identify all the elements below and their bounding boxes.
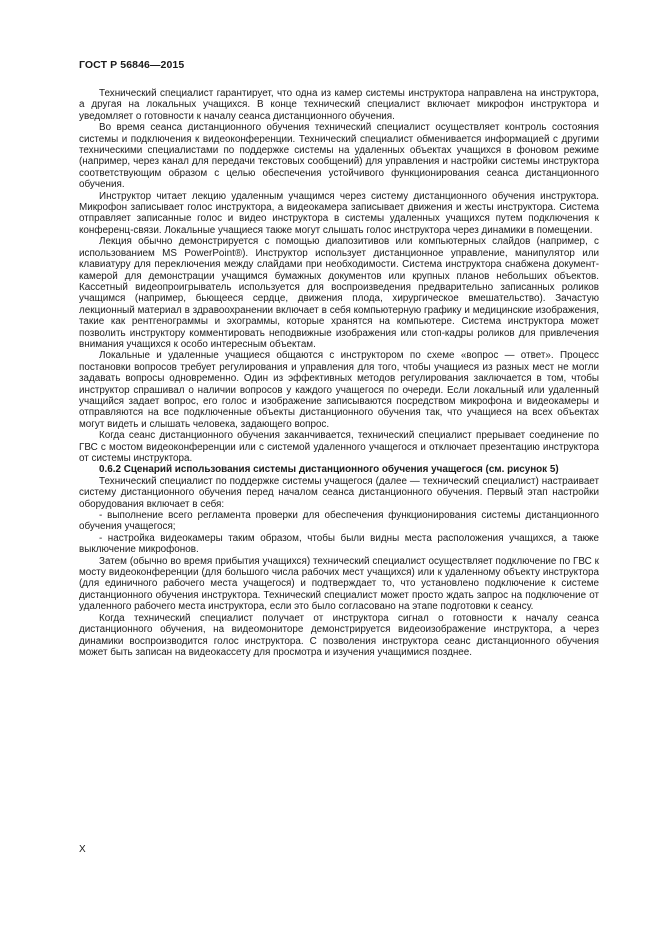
section-heading: 0.6.2 Сценарий использования системы дистанционного обучения учащегося (см. рисунок 5) — [99, 464, 559, 476]
list-item: - настройка видеокамеры таким образом, чтобы были видны места расположения учащихся, а также выключение микрофонов. — [79, 532, 599, 556]
paragraph: Локальные и удаленные учащиеся общаются с инструктором по схеме «вопрос — ответ». Процесс постановки вопросов требует регулирования и управления для того, чтобы учащиеся из разных мест не могли задавать вопросы одновременно. Один из эффективных методов регулирования заключается в том, чтобы инструктор спрашивал о наличии вопросов у каждого учащегося по очереди. Если локальный или удаленный учащийся задает вопрос, его голос и изображение записываются посредством микрофона и видеокамеры и отправляются на все подключенные объекты дистанционного обучения так, что учащиеся на всех объектах могут видеть и слышать человека, задающего вопрос. — [79, 350, 599, 430]
document-body — [79, 88, 599, 658]
paragraph: Когда сеанс дистанционного обучения заканчивается, технический специалист прерывает соединение по ГВС с мостом видеоконференции или с системой удаленного учащегося и отключает презентацию инструктора от системы инструктора. — [79, 430, 599, 464]
paragraph: Технический специалист по поддержке системы учащегося (далее — технический специалист) настраивает систему дистанционного обучения перед началом сеанса дистанционного обучения. Первый этап настройки оборудования включает в себя: — [79, 475, 599, 510]
paragraph: Затем (обычно во время прибытия учащихся) технический специалист осуществляет подключение по ГВС к мосту видеоконференции (для большого числа рабочих мест учащихся) или к удаленному объекту инструктора (для единичного рабочего места учащегося) и подтверждает то, что установлено подключение к системе дистанционного обучения инструктора. Технический специалист может просто ждать запрос на подключение от удаленного рабочего места инструктора, если это было согласовано на этапе подготовки к сеансу. — [79, 555, 599, 613]
paragraph: Лекция обычно демонстрируется с помощью диапозитивов или компьютерных слайдов (например, с использованием MS PowerPoint®). Инструктор использует дистанционное управление, манипулятор или клавиатуру для переключения между слайдами при необходимости. Система инструктора снабжена документ-камерой для демонстрации учащимся бумажных документов или крупных планов небольших объектов. Кассетный видеопроигрыватель используется для воспроизведения предварительно записанных роликов учащимся (например, бьющееся сердце, движения плода, хирургическое вмешательство). Зачастую лекционный материал в здравоохранении включает в себя компьютерную графику и медицинские изображения, такие как рентгенограммы и эхограммы, которые хранятся на компьютере. Система инструктора может позволить инструктору комментировать неподвижные изображения или стоп-кадры роликов для привлечения внимания учащихся к особо интересным объектам. — [79, 236, 599, 350]
paragraph: Когда технический специалист получает от инструктора сигнал о готовности к началу сеанса дистанционного обучения, на видеомониторе демонстрируется видеоизображение инструктора, а через динамики воспроизводится голос инструктора. С позволения инструктора сеанс дистанционного обучения может быть записан на видеокассету для просмотра и изучения учащимися позднее. — [79, 612, 599, 658]
list-item: - выполнение всего регламента проверки для обеспечения функционирования системы дистанционного обучения учащегося; — [79, 510, 599, 533]
standard-header: ГОСТ Р 56846—2015 — [79, 59, 185, 71]
page-number: X — [79, 844, 86, 855]
paragraph: Технический специалист гарантирует, что одна из камер системы инструктора направлена на инструктора, а другая на локальных учащихся. В конце технический специалист включает микрофон инструктора и уведомляет о готовности к началу сеанса дистанционного обучения. — [79, 88, 599, 122]
paragraph: Во время сеанса дистанционного обучения технический специалист осуществляет контроль состояния системы и подключения к видеоконференции. Технический специалист обменивается информацией с другими техническими специалистами по поддержке системы на удаленных объектах учащихся в фоновом режиме (например, через канал для передачи текстовых сообщений) для управления и настройки системы инструктора соответствующим образом с целью обеспечения устойчивого функционирования сеанса дистанционного обучения. — [79, 122, 599, 191]
paragraph: Инструктор читает лекцию удаленным учащимся через систему дистанционного обучения инструктора. Микрофон записывает голос инструктора, а видеокамера записывает движения и жесты инструктора. Система отправляет записанные голос и видео инструктора в системы удаленных учащихся путем подключения к конференц-связи. Локальные учащиеся также могут слышать голос инструктора через динамики в помещении. — [79, 190, 599, 236]
